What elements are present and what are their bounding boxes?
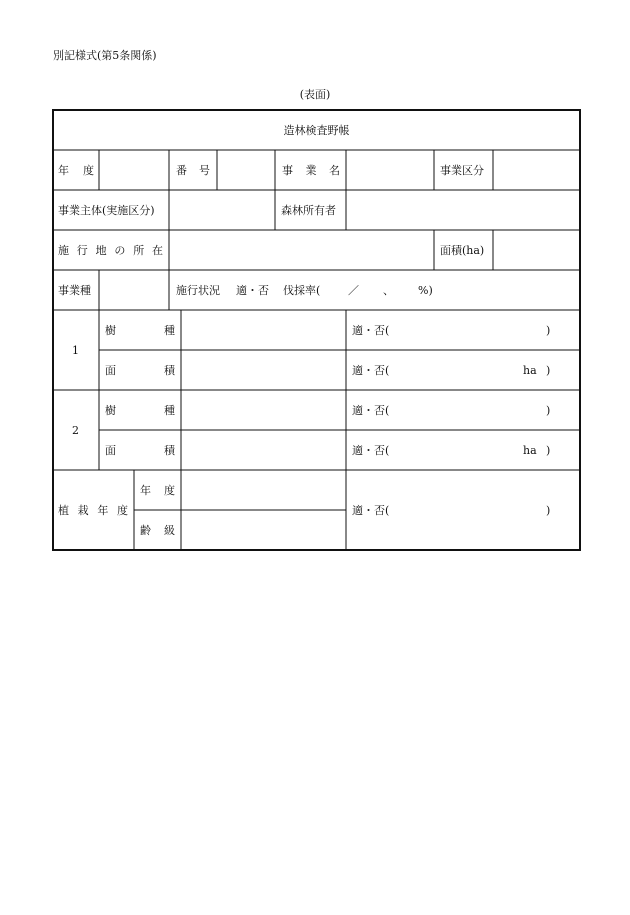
status-fit-choice[interactable]: 適・否 [236, 284, 269, 297]
age-class-field[interactable] [181, 510, 346, 550]
project-name-label: 事 業 名 [282, 164, 340, 177]
fiscal-year-field[interactable] [99, 150, 169, 190]
block-1-species-label: 樹 種 [105, 324, 175, 337]
form-header-note: 別記様式(第5条関係) [53, 49, 157, 62]
site-location-field[interactable] [169, 230, 434, 270]
age-class-label: 齢 級 [140, 524, 175, 537]
planting-year-field[interactable] [181, 470, 346, 510]
block-1-area-close: ) [546, 363, 551, 377]
side-label: (表面) [299, 88, 331, 101]
block-2-area-unit: ha [523, 443, 537, 457]
status-label: 施行状況 [176, 284, 220, 297]
block-2-area-label: 面 積 [105, 444, 175, 457]
site-location-label: 施 行 地 の 所 在 [58, 244, 163, 257]
implementer-label: 事業主体(実施区分) [58, 204, 155, 217]
block-2-area-fit[interactable]: 適・否( [352, 444, 390, 457]
block-1-area-label: 面 積 [105, 364, 175, 377]
planting-year-label: 植 栽 年 度 [58, 504, 128, 517]
forest-owner-field[interactable] [346, 190, 581, 230]
project-category-field[interactable] [493, 150, 581, 190]
block-1-species-field[interactable] [181, 310, 346, 350]
thinning-rate-slash: ／ [348, 284, 359, 297]
project-name-field[interactable] [346, 150, 434, 190]
planting-fit[interactable]: 適・否( [352, 504, 390, 517]
area-field[interactable] [493, 230, 581, 270]
planting-year-sub-label: 年 度 [140, 484, 175, 497]
form-title: 造林検査野帳 [283, 123, 350, 137]
planting-close: ) [546, 503, 551, 517]
area-label: 面積(ha) [440, 244, 485, 257]
inspection-ledger-form [52, 109, 581, 551]
number-label: 番 号 [176, 164, 210, 177]
number-field[interactable] [217, 150, 275, 190]
fiscal-year-label: 年 度 [58, 164, 94, 177]
block-1-area-fit[interactable]: 適・否( [352, 364, 390, 377]
block-2-species-fit[interactable]: 適・否( [352, 404, 390, 417]
project-category-label: 事業区分 [440, 164, 484, 177]
block-1-number: 1 [72, 343, 79, 357]
block-2-species-close: ) [546, 403, 551, 417]
thinning-rate-label: 伐採率( [283, 284, 321, 297]
block-2-area-close: ) [546, 443, 551, 457]
block-1-area-field[interactable] [181, 350, 346, 390]
project-type-label: 事業種 [58, 284, 91, 297]
thinning-rate-percent: %) [418, 283, 433, 297]
block-2-area-field[interactable] [181, 430, 346, 470]
forest-owner-label: 森林所有者 [281, 204, 336, 217]
implementer-field[interactable] [169, 190, 275, 230]
block-1-species-fit[interactable]: 適・否( [352, 324, 390, 337]
block-1-species-close: ) [546, 323, 551, 337]
block-2-species-label: 樹 種 [105, 404, 175, 417]
block-1-area-unit: ha [523, 363, 537, 377]
thinning-rate-comma: 、 [383, 284, 394, 297]
block-2-number: 2 [72, 423, 79, 437]
project-type-field[interactable] [99, 270, 169, 310]
block-2-species-field[interactable] [181, 390, 346, 430]
